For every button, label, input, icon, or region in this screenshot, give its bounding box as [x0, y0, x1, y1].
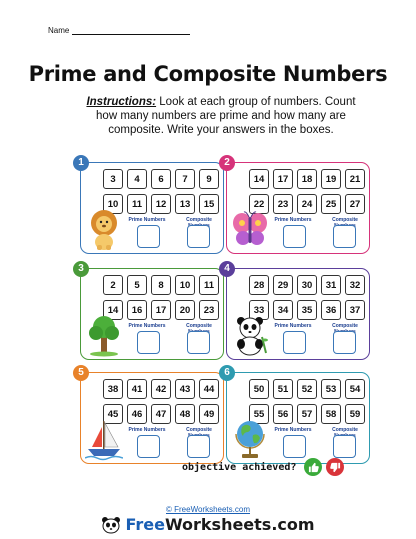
- number-tile: 8: [151, 275, 171, 295]
- prime-numbers-label: Prime Numbers: [128, 427, 166, 433]
- number-tile: 36: [321, 300, 341, 320]
- panda-logo-icon: [101, 516, 121, 534]
- prime-answer-box[interactable]: [283, 435, 306, 458]
- number-tile: 43: [175, 379, 195, 399]
- card-number-badge: 2: [219, 155, 235, 171]
- number-tile: 11: [199, 275, 219, 295]
- composite-numbers-label: Composite: [332, 323, 358, 329]
- number-tile: 32: [345, 275, 365, 295]
- instructions-label: Instructions:: [86, 96, 157, 108]
- number-tile: 21: [345, 169, 365, 189]
- prime-numbers-label: Prime Numbers: [274, 427, 312, 433]
- page-title: Prime and Composite Numbers: [28, 62, 388, 86]
- number-tile: 59: [345, 404, 365, 424]
- number-tile: 50: [249, 379, 269, 399]
- number-tile: 44: [199, 379, 219, 399]
- instructions-text: Look at each group of numbers. Count how many numbers are prime and how many are composite. Write your answers in the boxes.: [96, 96, 356, 136]
- number-tile: 34: [273, 300, 293, 320]
- composite-numbers-label: Composite: [332, 427, 358, 433]
- number-tile: 47: [151, 404, 171, 424]
- prime-numbers-label: Prime Numbers: [128, 323, 166, 329]
- composite-numbers-label: Composite: [186, 323, 212, 329]
- number-tile: 51: [273, 379, 293, 399]
- number-tile: 18: [297, 169, 317, 189]
- problem-card-1: [78, 157, 224, 254]
- composite-numbers-label: Composite: [186, 427, 212, 433]
- composite-answer-box[interactable]: [187, 435, 210, 458]
- prime-answer-box[interactable]: [137, 225, 160, 248]
- number-tile: 28: [249, 275, 269, 295]
- name-row: [48, 26, 190, 35]
- copyright-link[interactable]: © FreeWorksheets.com: [166, 505, 250, 514]
- number-tile: 7: [175, 169, 195, 189]
- card-number-badge: 5: [73, 365, 89, 381]
- tree-icon: [85, 313, 123, 357]
- number-tile: 14: [249, 169, 269, 189]
- prime-answer-box[interactable]: [283, 331, 306, 354]
- number-tile: 42: [151, 379, 171, 399]
- brand-rest: Worksheets.com: [164, 515, 315, 534]
- prime-numbers-label: Prime Numbers: [274, 323, 312, 329]
- number-tile: 49: [199, 404, 219, 424]
- number-tile: 53: [321, 379, 341, 399]
- butterfly-icon: [231, 207, 269, 251]
- number-tile: 22: [249, 194, 269, 214]
- problem-card-3: [78, 263, 224, 360]
- prime-answer-box[interactable]: [283, 225, 306, 248]
- number-tile: 14: [103, 300, 123, 320]
- prime-numbers-label: Prime Numbers: [128, 217, 166, 223]
- card-number-badge: 6: [219, 365, 235, 381]
- globe-icon: [231, 417, 269, 461]
- composite-answer-box[interactable]: [333, 225, 356, 248]
- composite-answer-box[interactable]: [333, 331, 356, 354]
- number-tile: 58: [321, 404, 341, 424]
- prime-numbers-label: Prime Numbers: [274, 217, 312, 223]
- number-tile: 5: [127, 275, 147, 295]
- number-tile: 13: [175, 194, 195, 214]
- number-tile: 6: [151, 169, 171, 189]
- number-tile: 33: [249, 300, 269, 320]
- number-tile: 16: [127, 300, 147, 320]
- composite-answer-box[interactable]: [187, 331, 210, 354]
- number-tile: 15: [199, 194, 219, 214]
- number-tile: 23: [199, 300, 219, 320]
- name-label: Name: [48, 26, 70, 35]
- number-tile: 38: [103, 379, 123, 399]
- brand-free: Free: [125, 515, 165, 534]
- problem-card-5: [78, 367, 224, 464]
- lion-icon: [85, 207, 123, 251]
- number-tile: 41: [127, 379, 147, 399]
- number-tile: 24: [297, 194, 317, 214]
- number-tile: 4: [127, 169, 147, 189]
- number-tile: 19: [321, 169, 341, 189]
- number-tile: 37: [345, 300, 365, 320]
- objective-row: [182, 458, 344, 476]
- number-tile: 3: [103, 169, 123, 189]
- number-tile: 55: [249, 404, 269, 424]
- number-tile: 56: [273, 404, 293, 424]
- composite-numbers-label: Composite: [332, 217, 358, 223]
- number-tile: 45: [103, 404, 123, 424]
- number-tile: 12: [151, 194, 171, 214]
- number-tile: 9: [199, 169, 219, 189]
- instructions: [82, 95, 360, 137]
- number-tile: 17: [151, 300, 171, 320]
- problem-card-6: [224, 367, 370, 464]
- number-tile: 20: [175, 300, 195, 320]
- number-tile: 35: [297, 300, 317, 320]
- number-tile: 57: [297, 404, 317, 424]
- prime-answer-box[interactable]: [137, 331, 160, 354]
- name-input-line[interactable]: [72, 27, 190, 35]
- problem-card-4: [224, 263, 370, 360]
- composite-answer-box[interactable]: [187, 225, 210, 248]
- number-tile: 27: [345, 194, 365, 214]
- number-tile: 54: [345, 379, 365, 399]
- problem-card-2: [224, 157, 370, 254]
- number-tile: 10: [175, 275, 195, 295]
- composite-numbers-label: Composite: [186, 217, 212, 223]
- brand-name: [125, 515, 314, 534]
- thumbs-up-icon[interactable]: [304, 458, 322, 476]
- number-tile: 11: [127, 194, 147, 214]
- brand-logo: [0, 515, 416, 534]
- panda-icon: [231, 313, 269, 357]
- composite-answer-box[interactable]: [333, 435, 356, 458]
- number-tile: 46: [127, 404, 147, 424]
- number-tile: 25: [321, 194, 341, 214]
- prime-answer-box[interactable]: [137, 435, 160, 458]
- number-tile: 52: [297, 379, 317, 399]
- objective-text: objective achieved?: [182, 461, 297, 473]
- number-tile: 48: [175, 404, 195, 424]
- card-number-badge: 1: [73, 155, 89, 171]
- card-number-badge: 3: [73, 261, 89, 277]
- number-tile: 2: [103, 275, 123, 295]
- number-tile: 29: [273, 275, 293, 295]
- number-tile: 30: [297, 275, 317, 295]
- number-tile: 23: [273, 194, 293, 214]
- number-tile: 17: [273, 169, 293, 189]
- number-tile: 31: [321, 275, 341, 295]
- thumbs-down-icon[interactable]: [326, 458, 344, 476]
- sailboat-icon: [85, 417, 123, 461]
- card-number-badge: 4: [219, 261, 235, 277]
- number-tile: 10: [103, 194, 123, 214]
